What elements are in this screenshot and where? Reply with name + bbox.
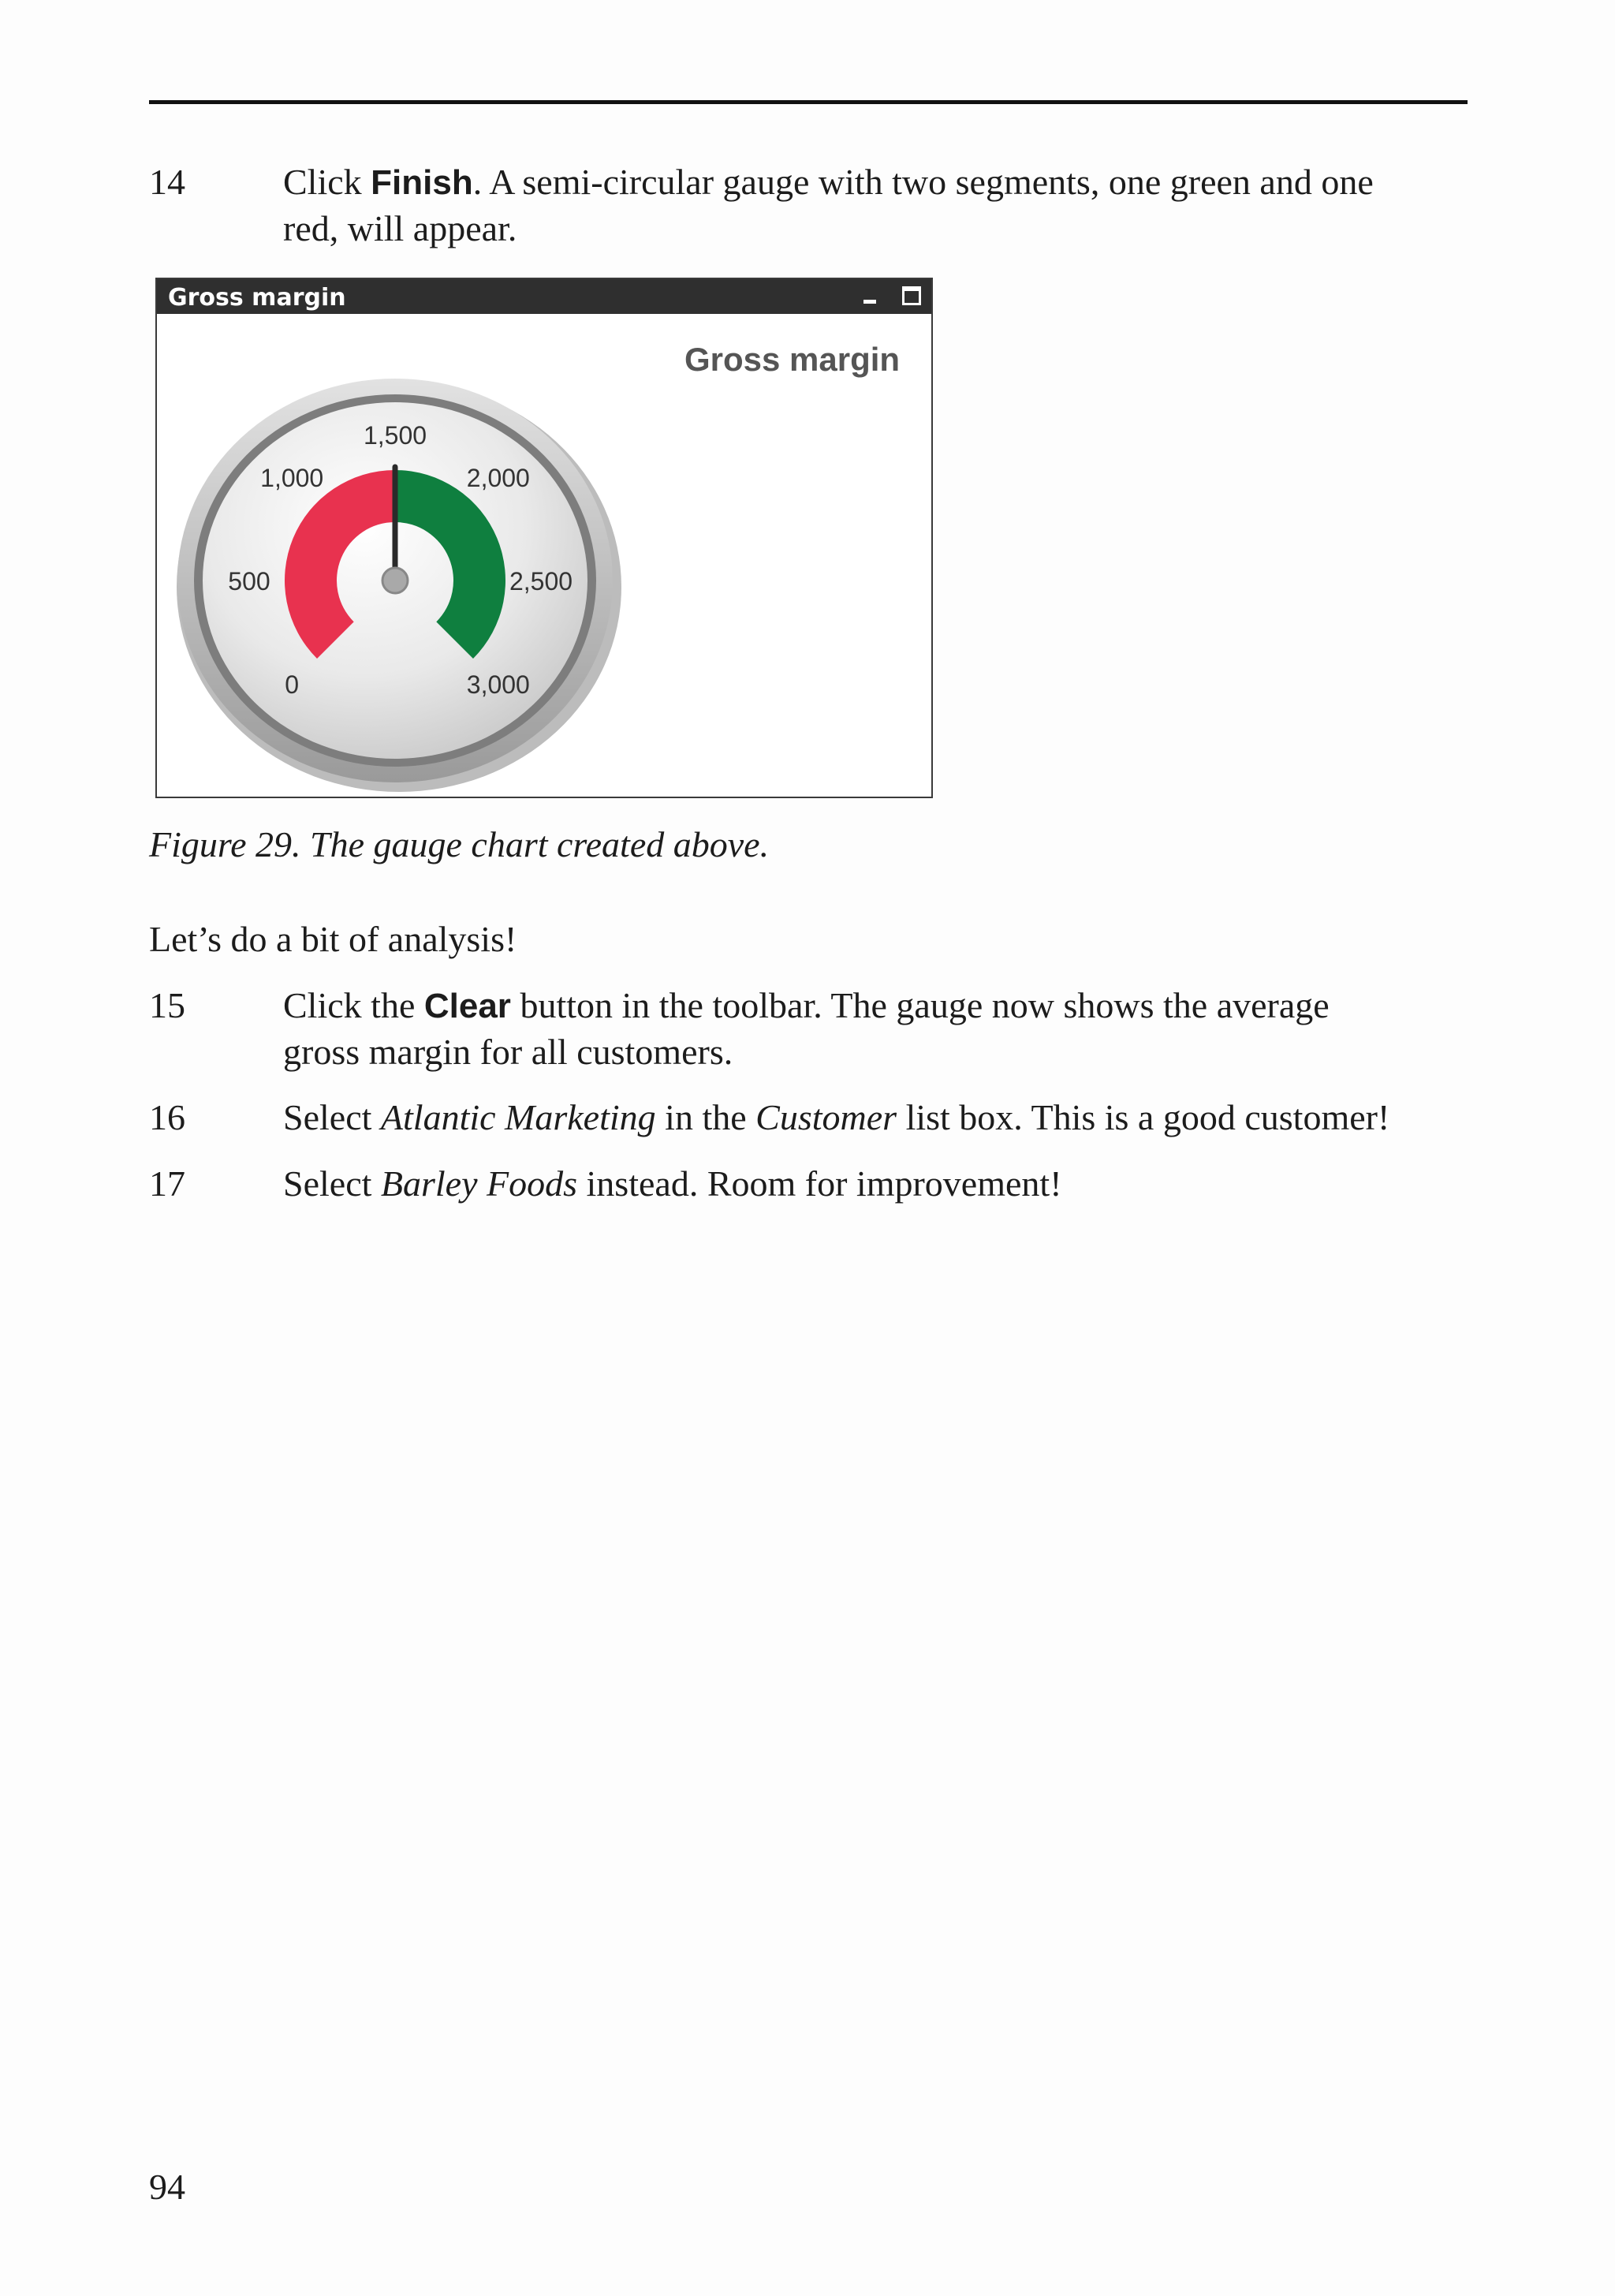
page-number: 94 [149,2167,185,2207]
minimize-icon[interactable] [861,286,880,305]
step-number: 16 [149,1097,185,1137]
gauge-needle-hub [382,568,408,593]
step-text [283,159,1490,252]
gauge-tick-label: 1,500 [363,421,427,450]
step-text-part: Click the [283,985,424,1025]
step-text-part: list box. This is a good customer! [897,1097,1390,1137]
step-text-part: Select [283,1097,381,1137]
chart-title: Gross margin [684,341,901,378]
step-number: 17 [149,1163,185,1204]
gross-margin-chart-window [155,278,933,798]
step-text-part: in the [655,1097,756,1137]
customer-name-ref: Atlantic Marketing [380,1097,656,1137]
gauge-tick-label: 3,000 [466,670,530,699]
step-text-part: button in the toolbar. The gauge now shows the average [510,985,1330,1025]
header-rule [149,100,1468,104]
finish-button-ref: Finish [371,163,473,202]
clear-button-ref: Clear [423,987,511,1025]
step-text-part: gross margin for all customers. [283,1032,733,1072]
gauge-tick-label: 0 [285,670,300,699]
maximize-icon[interactable] [902,286,921,305]
gauge-chart [157,314,931,797]
listbox-name-ref: Customer [755,1097,897,1137]
figure-caption: Figure 29. The gauge chart created above. [149,824,770,864]
intro-text: Let’s do a bit of analysis! [149,919,517,959]
gauge-tick-label: 1,000 [260,464,324,493]
step-number: 14 [149,162,185,202]
window-titlebar [157,279,931,314]
step-text-part: instead. Room for improvement! [577,1163,1062,1204]
customer-name-ref: Barley Foods [380,1163,578,1204]
step-text-part: Select [283,1163,381,1204]
gauge-tick-label: 500 [228,567,270,595]
gauge-tick-label: 2,500 [509,567,573,595]
gauge-tick-label: 2,000 [466,464,530,493]
step-text-part: . A semi-circular gauge with two segments, one green and one [472,162,1374,202]
step-text [283,1095,1490,1141]
step-text-part: Click [283,162,371,202]
step-text [283,983,1490,1075]
window-title: Gross margin [168,284,346,312]
step-text [283,1161,1490,1207]
step-number: 15 [149,985,185,1025]
step-text-part: red, will appear. [283,208,517,248]
